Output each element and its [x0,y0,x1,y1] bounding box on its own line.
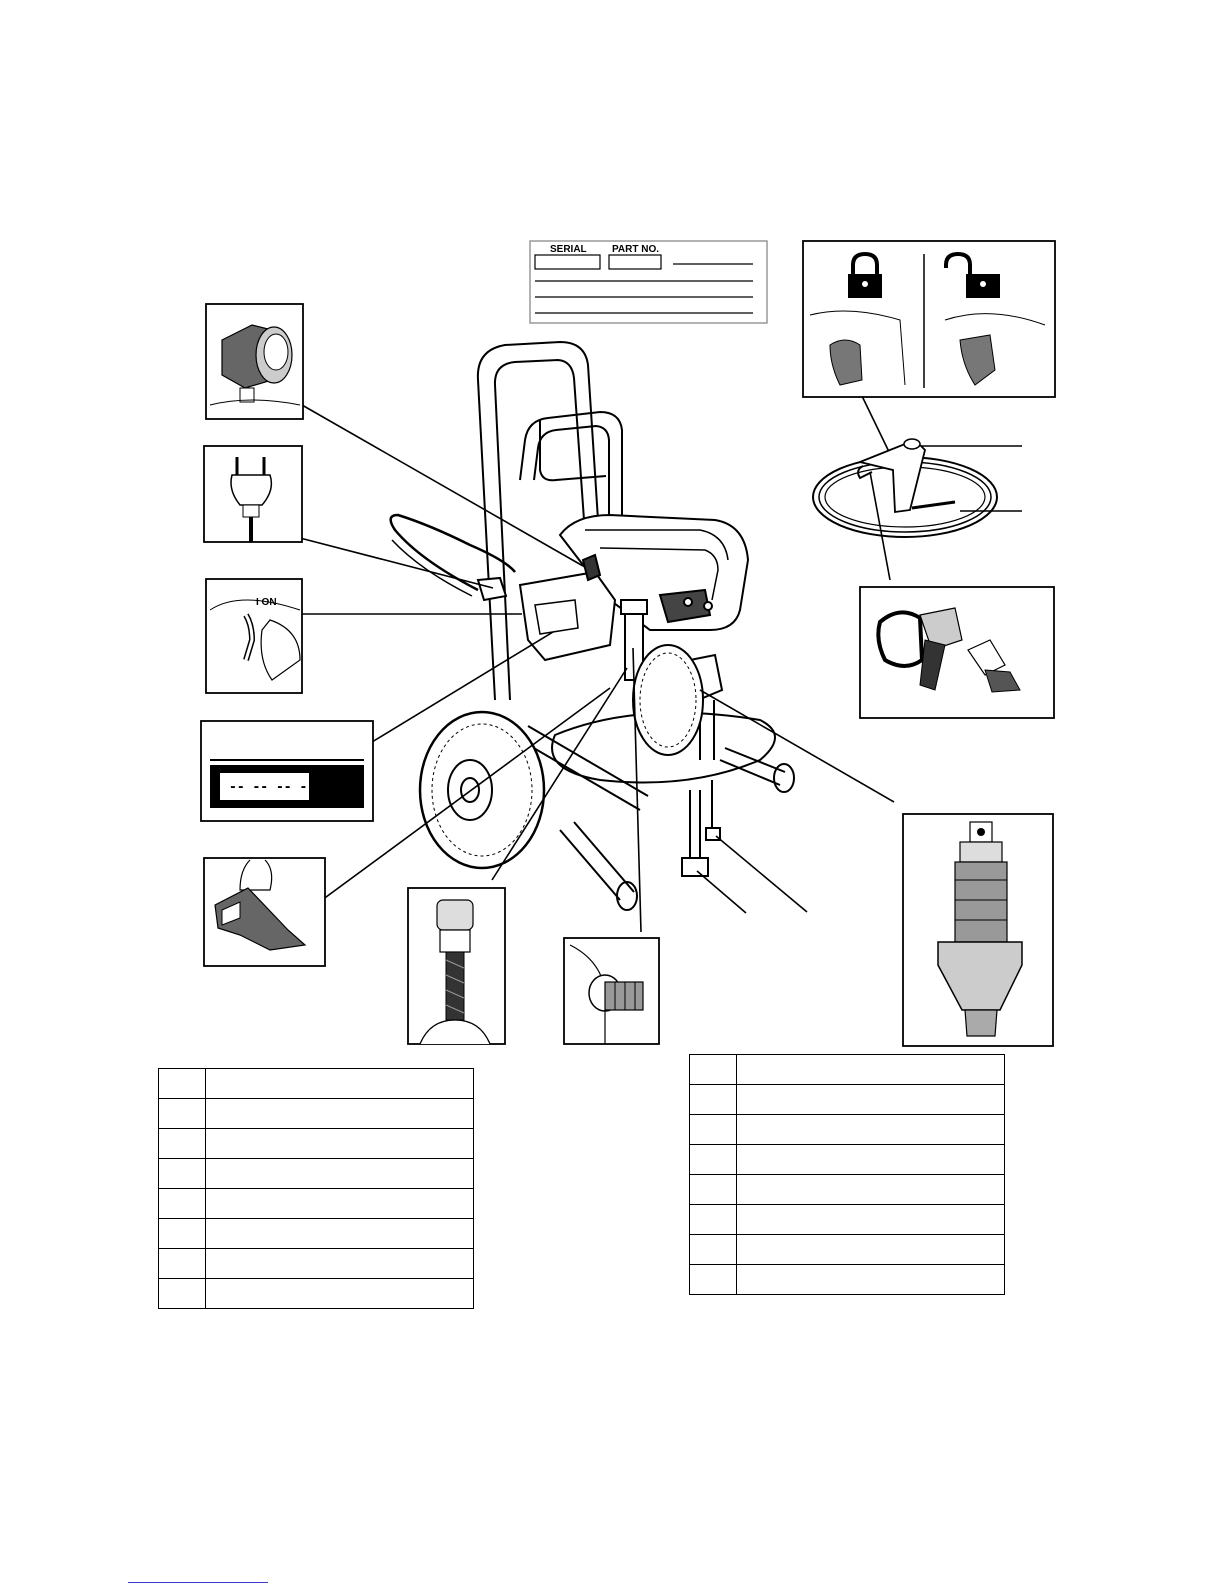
legend-description [737,1265,1005,1295]
legend-description [206,1279,474,1309]
table-row [690,1235,1005,1265]
table-row [690,1055,1005,1085]
legend-number [690,1085,737,1115]
legend-description [206,1069,474,1099]
footer-link-rule [128,1582,268,1583]
table-row [690,1205,1005,1235]
sprayer-main-illustration [391,342,794,910]
legend-table-left [158,1068,474,1309]
table-row [159,1189,474,1219]
callout-pump-lower [903,814,1053,1046]
legend-number [159,1159,206,1189]
callout-prime-valve [204,858,325,966]
legend-number [690,1115,737,1145]
legend-description [206,1129,474,1159]
legend-description [206,1189,474,1219]
legend-number [159,1129,206,1159]
callout-trigger-lock [803,241,1055,397]
callout-power-switch [206,579,302,693]
table-row [159,1099,474,1129]
table-row [159,1219,474,1249]
table-row [690,1085,1005,1115]
legend-number [159,1099,206,1129]
legend-description [737,1145,1005,1175]
legend-description [737,1115,1005,1145]
table-row [159,1249,474,1279]
legend-table-right [689,1054,1005,1295]
serial-label: SERIAL [550,244,587,255]
display-readout: -- -- -- -- [229,780,316,795]
legend-description [737,1235,1005,1265]
legend-description [206,1099,474,1129]
legend-number [159,1189,206,1219]
legend-description [737,1085,1005,1115]
spray-gun-and-hose [813,439,997,537]
legend-number [159,1279,206,1309]
table-row [159,1129,474,1159]
callout-pressure-knob [206,304,303,419]
callout-pump-filter [408,888,505,1044]
legend-number [690,1265,737,1295]
legend-number [159,1069,206,1099]
legend-number [690,1205,737,1235]
callout-power-plug [204,446,302,542]
legend-description [737,1205,1005,1235]
table-row [690,1175,1005,1205]
part-number-label: PART NO. [612,244,660,255]
callout-spray-tip-guard [860,587,1054,718]
callout-fluid-outlet [564,938,659,1044]
table-row [690,1265,1005,1295]
table-row [159,1279,474,1309]
switch-marking: I ON [256,597,277,608]
legend-number [690,1055,737,1085]
legend-description [737,1175,1005,1205]
legend-description [206,1159,474,1189]
callout-digital-display [201,721,373,821]
legend-description [206,1219,474,1249]
table-row [159,1159,474,1189]
legend-description [206,1249,474,1279]
legend-number [690,1175,737,1205]
legend-number [690,1235,737,1265]
serial-nameplate [530,241,767,323]
table-row [159,1069,474,1099]
legend-number [690,1145,737,1175]
legend-number [159,1219,206,1249]
legend-description [737,1055,1005,1085]
legend-number [159,1249,206,1279]
table-row [690,1115,1005,1145]
table-row [690,1145,1005,1175]
